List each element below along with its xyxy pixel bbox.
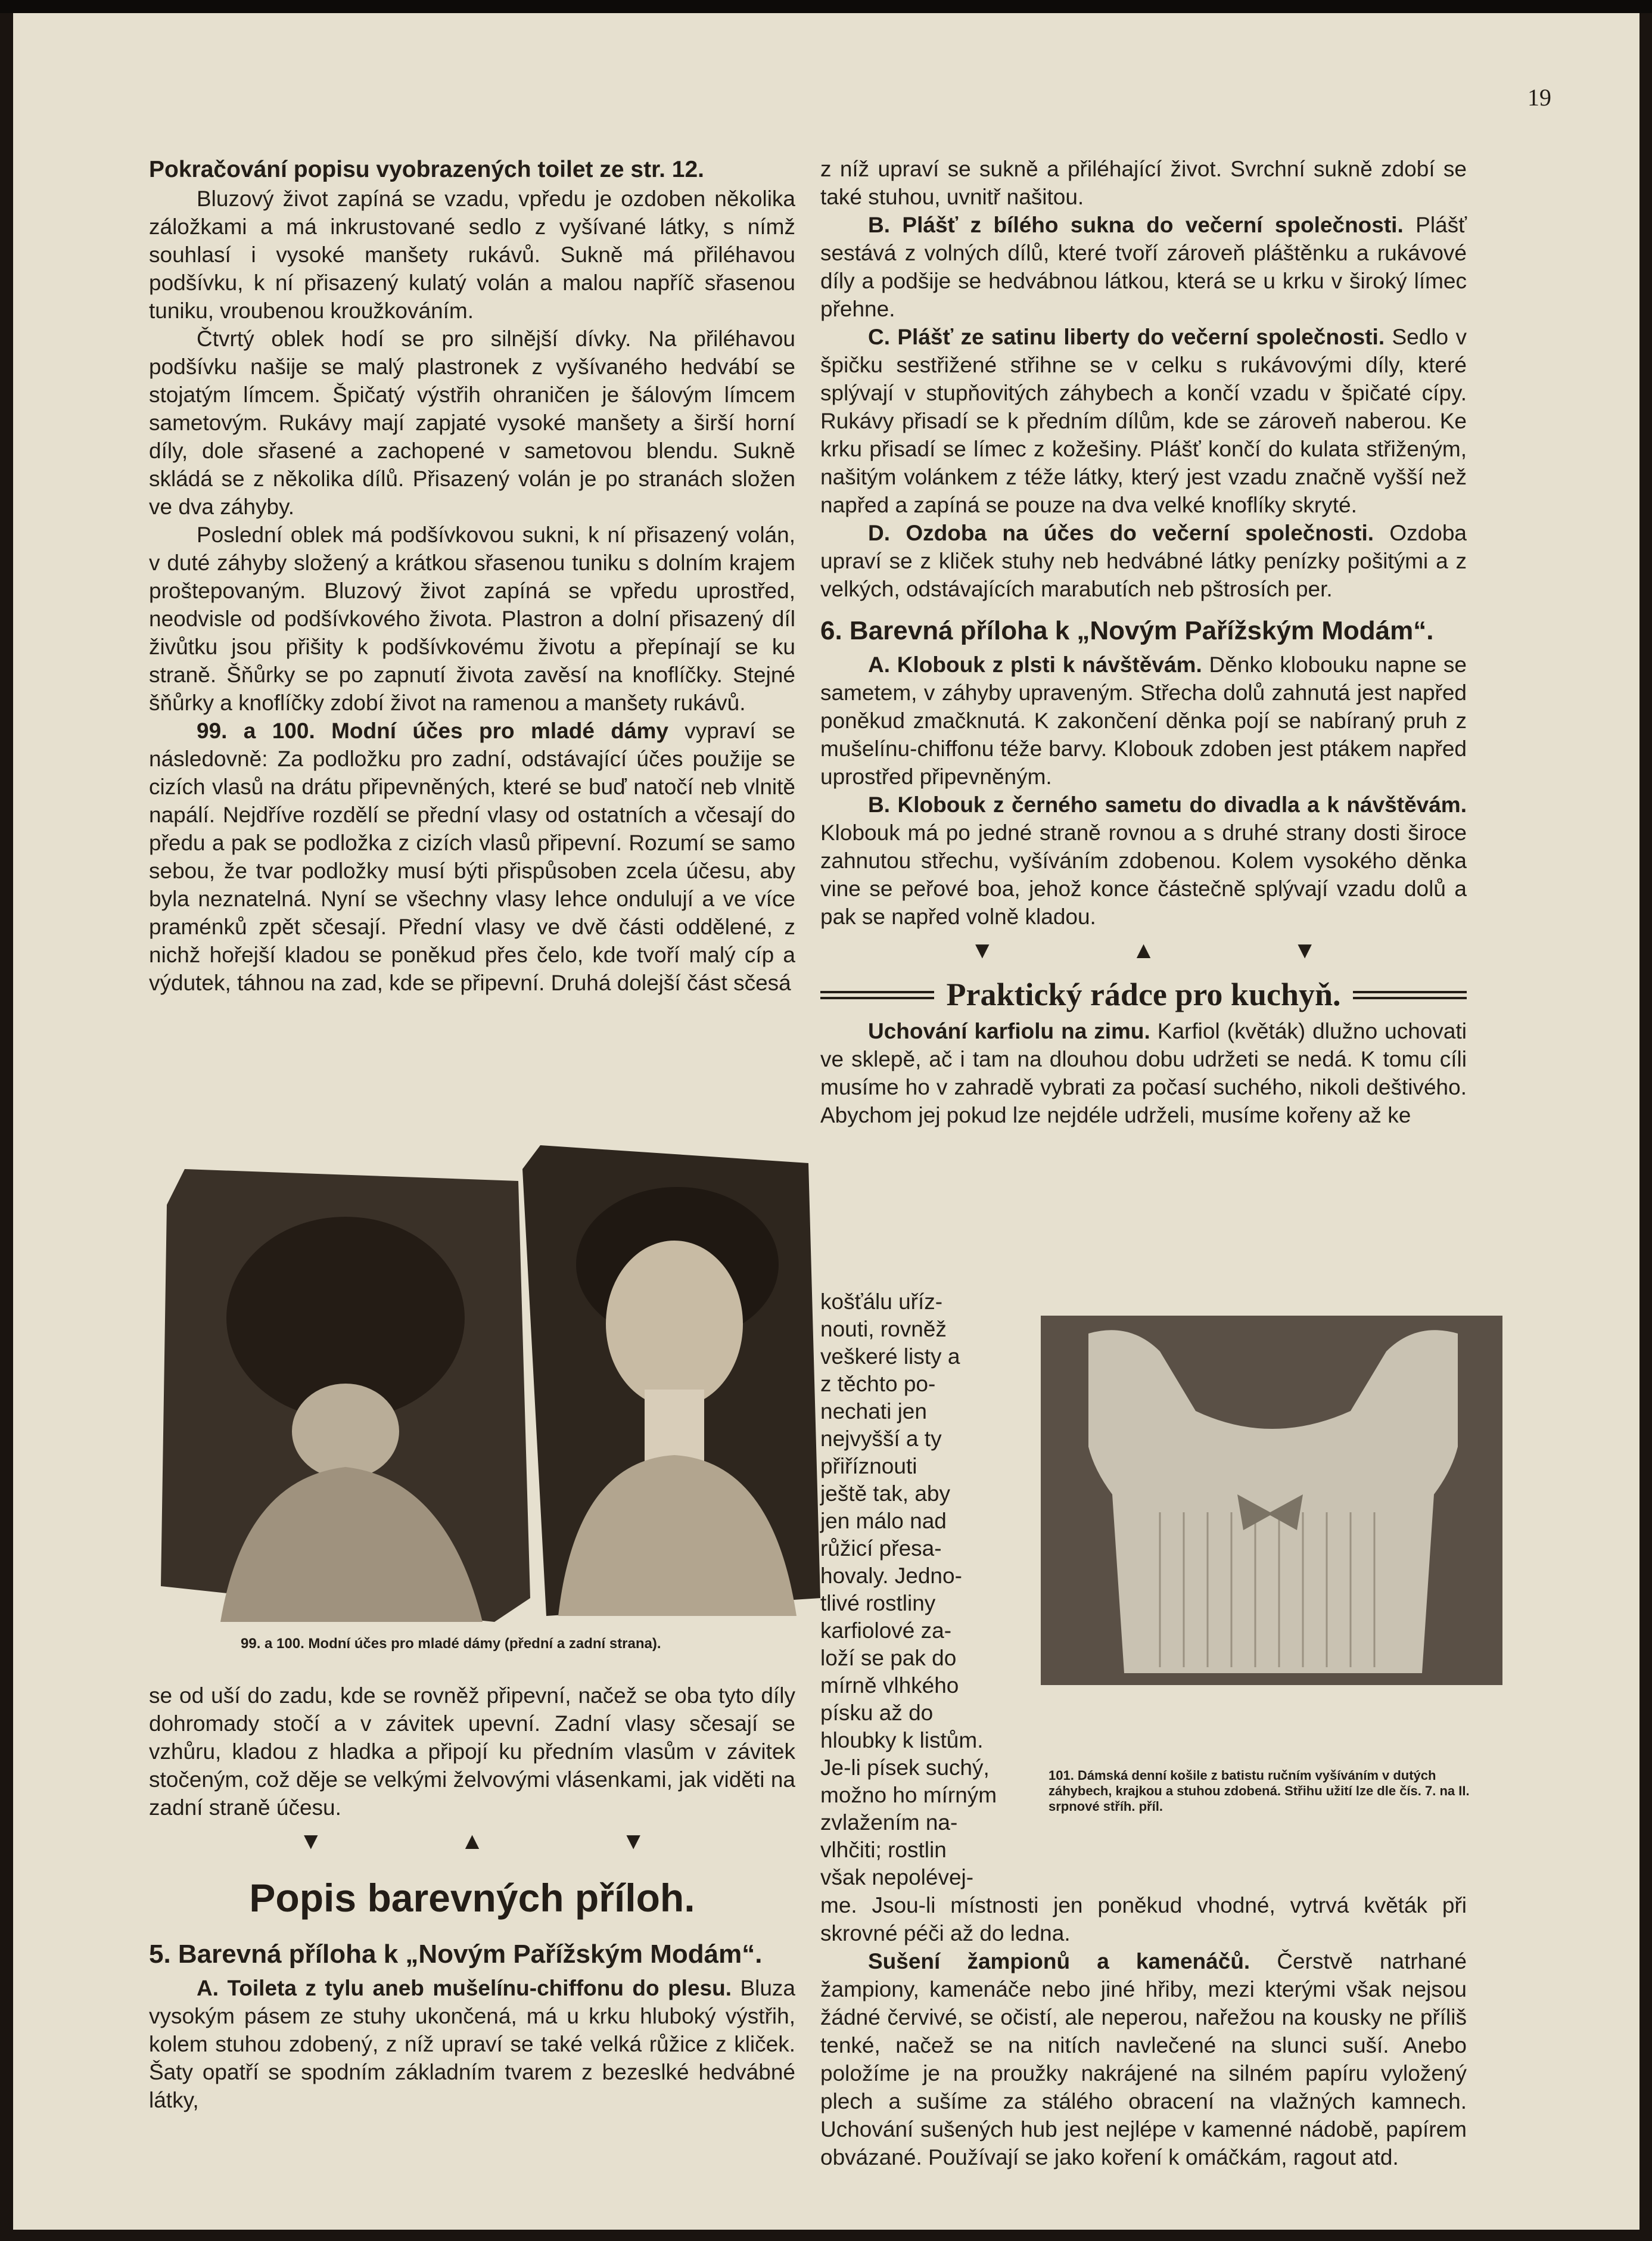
- wrap-line: hloubky k listům.: [820, 1728, 984, 1752]
- wrap-line: hovaly. Jedno-: [820, 1564, 962, 1588]
- item-b-paragraph: [820, 211, 1467, 323]
- item-d-text: Ozdoba upraví se z kliček stuhy neb hedvábné látky penízky pošitými a z velkých, odstávajících marabutích neb pštrosích per.: [820, 521, 1467, 601]
- wrap-line: loží se pak do: [820, 1646, 957, 1670]
- item-6b-title: B. Klobouk z černého sametu do divadla a k návštěvám.: [868, 792, 1467, 817]
- paragraph: Poslední oblek má podšívkovou sukni, k ní přisazený volán, v duté záhyby složený a krátkou sřasenou tuniku s dolním krajem proštepovaným. Bluzový život zapíná se vpředu uprostřed, neodvisle od podšívkového života. Plastron a dolní přisazený díl živůtku jsou přišity k podšívkovému životu a přepínají se ku straně. Šňůrky se po zapnutí života zavěsí na knoflíčky. Stejné šňůrky a knoflíčky zdobí život na ramenou a manšety rukávů.: [149, 523, 795, 715]
- wrap-line: nouti, rovněž: [820, 1317, 947, 1341]
- wrap-line: přiříznouti: [820, 1454, 917, 1478]
- item-99-title: 99. a 100. Modní účes pro mladé dámy: [197, 719, 668, 743]
- wrap-line: možno ho mírným: [820, 1783, 997, 1807]
- chemise-illustration: [1041, 1316, 1502, 1760]
- item-a-title: A. Toileta z tylu aneb mušelínu-chiffonu do plesu.: [197, 1976, 732, 2000]
- wrap-line: jen málo nad: [820, 1509, 947, 1533]
- item-c-paragraph: [820, 323, 1467, 519]
- kitchen-section-title: Praktický rádce pro kuchyň.: [946, 977, 1341, 1012]
- item-d-title: D. Ozdoba na účes do večerní společnosti.: [868, 521, 1374, 545]
- item-b-text: Plášť sestává z volných dílů, které tvoří zároveň pláštěnku a rukávové díly a podšije se hedvábnou látkou, která se u krku v široký límec přehne.: [820, 213, 1467, 321]
- supplement-6-heading: 6. Barevná příloha k „Novým Pařížským Modám“.: [820, 616, 1434, 645]
- wrap-line: nejvyšší a ty: [820, 1426, 942, 1451]
- scan-top-edge: [0, 0, 1652, 13]
- paragraph: Bluzový život zapíná se vzadu, vpředu je ozdoben několika záložkami a má inkrustované sedlo z vyšívané látky, s nímž souhlasí i vysoké manšety rukávů. Sukně má přiléhavou podšívku, k ní přisazený kulatý volán a malou napříč sřasenou tuniku, vroubenou kroužkováním.: [149, 187, 795, 323]
- wrap-line: růžicí přesa-: [820, 1536, 942, 1561]
- wrap-line: tlivé rostliny: [820, 1591, 936, 1615]
- supplement-5-heading: 5. Barevná příloha k „Novým Pařížským Modám“.: [149, 1939, 763, 1969]
- karfiol-text: Karfiol (květák) dlužno uchovati ve sklepě, ač i tam na dlouhou dobu udržeti se nedá. K tomu cíli musíme ho v zahradě vybrati za počasí suchého, nikoli deštivého. Abychom jej pokud lze nejdéle udrželi, musíme kořeny až ke: [820, 1019, 1467, 1127]
- wrap-line: košťálu uříz-: [820, 1289, 943, 1314]
- mushroom-text: Čerstvě natrhané žampiony, kamenáče nebo jiné hřiby, mezi kterými však nejsou žádné červivé, se očistí, ale neperou, nařežou na kousky ne příliš tenké, načež se na nitích navlečené na slunci suší. Anebo položíme je na proužky nakrájené na silném papíru vyložený plech a sušíme za stálého obracení na vlažných kamnech. Uchování sušených hub jest nejlépe v kamenné nádobě, papírem obvázané. Používají se jako koření k omáčkám, ragout atd.: [820, 1949, 1467, 2169]
- item-a-paragraph: [149, 1974, 795, 2114]
- figure-101-caption: 101. Dámská denní košile z batistu ručním vyšíváním v dutých záhybech, krajkou a stuhou zdobená. Střihu užití lze dle čís. 7. na II. srpnové stříh. příl.: [1049, 1768, 1470, 1814]
- wrap-line: karfiolové za-: [820, 1618, 952, 1643]
- left-column-bottom: [149, 1681, 795, 2114]
- magazine-page: [13, 13, 1639, 2230]
- item-99-paragraph: [149, 717, 795, 997]
- continuation-heading: Pokračování popisu vyobrazených toilet ze str. 12.: [149, 157, 704, 182]
- kitchen-section-header: [820, 977, 1467, 1012]
- item-d-paragraph: [820, 519, 1467, 603]
- item-b-title: B. Plášť z bílého sukna do večerní společnosti.: [868, 213, 1404, 237]
- item-c-title: C. Plášť ze satinu liberty do večerní společnosti.: [868, 325, 1385, 349]
- wrap-line: mírně vlhkého: [820, 1673, 959, 1698]
- item-99-text: vypraví se následovně: Za podložku pro zadní, odstávající účes použije se cizích vlasů na drátu připevněných, které se buď natočí neb vlnitě napálí. Nejdříve rozdělí se přední vlasy od ostatních a včesají do předu a pak se podložka z cizích vlasů připevní. Rozumí se samo sebou, že tvar podložky musí býti přispůsoben zcela účesu, aby byla neznatelná. Nyní se všechny vlasy lehce ondulují a ve více praménků zpět sčesají. Přední vlasy ve dvě části oddělené, z nichž hořejší kladou se poněkud přes čelo, kde tvoří malý cíp a výdutek, táhnou na zad, kde se připevní. Druhá dolejší část sčesá: [149, 719, 795, 995]
- mushroom-title: Sušení žampionů a kamenáčů.: [868, 1949, 1250, 1973]
- karfiol-title: Uchování karfiolu na zimu.: [868, 1019, 1150, 1043]
- wrap-line: z těchto po-: [820, 1372, 936, 1396]
- item-c-text: Sedlo v špičku sestřižené střihne se v celku s rukávovými díly, které splývají v stupňovitých záhybech a končí vzadu v špičaté cípy. Rukávy přisadí se k předním dílům, kde se zároveň naberou. Ke krku přisadí se límec z kožešiny. Plášť končí do kulata střiženým, našitým volánkem z téže látky, který jest vzadu značně vyšší než napřed a zapíná se pouze na dva velké knoflíky skryté.: [820, 325, 1467, 517]
- item-6a-paragraph: [820, 651, 1467, 791]
- double-rule: [820, 991, 934, 999]
- section-title: Popis barevných příloh.: [249, 1876, 695, 1920]
- wrap-line: vlhčiti; rostlin: [820, 1838, 947, 1862]
- wrap-line: však nepolévej-: [820, 1865, 974, 1889]
- paragraph: z níž upraví se sukně a přiléhající život. Svrchní sukně zdobí se také stuhou, uvnitř našitou.: [820, 157, 1467, 209]
- continuation-paragraph: se od uší do zadu, kde se rovněž připevní, načež se oba tyto díly dohromady stočí a v závitek upevní. Zadní vlasy sčesají se vzhůru, kladou z hladka a připojí ku předním vlasům v závitek stočeným, což děje se velkými želvovými vlásenkami, jak viděti na zadní straně účesu.: [149, 1683, 795, 1820]
- wrap-line: Je-li písek suchý,: [820, 1755, 990, 1780]
- right-column: [820, 155, 1467, 1129]
- wrap-line: veškeré listy a: [820, 1344, 960, 1369]
- wrap-line: zvlažením na-: [820, 1810, 958, 1835]
- left-column-top: [149, 155, 795, 997]
- hairstyle-back-photo: [161, 1169, 530, 1622]
- karfiol-wrapped-text: [820, 1288, 1041, 1891]
- wrap-line: nechati jen: [820, 1399, 927, 1423]
- paragraph: Čtvrtý oblek hodí se pro silnější dívky. Na přiléhavou podšívku našije se malý plastronek z vyšívaného hedvábí se stojatým límcem. Špičatý výstřih ohraničen je šálovým límcem sametovým. Rukávy mají zapjaté vysoké manšety a širší horní díly, dole sřasené a zachopené v sametovou blendu. Sukně skládá se z několika dílů. Přisazený volán je po stranách složen ve dva záhyby.: [149, 327, 795, 519]
- item-6a-text: Děnko klobouku napne se sametem, v záhyby upraveným. Střecha dolů zahnutá jest napřed poněkud zmačknutá. K zakončení děnka pojí se nabíraný pruh z mušelínu-chiffonu téže barvy. Klobouk zdoben jest ptákem napřed uprostřed připevněným.: [820, 652, 1467, 789]
- karfiol-continuation: me. Jsou-li místnosti jen poněkud vhodné, vytrvá květák při skrovné péči až do ledna.: [820, 1893, 1467, 1945]
- figure-99-caption: 99. a 100. Modní účes pro mladé dámy (přední a zadní strana).: [241, 1636, 661, 1652]
- item-a-text: Bluza vysokým pásem ze stuhy ukončená, má u krku hluboký výstřih, kolem stuhou zdobený, z níž upraví se také velká růžice z kliček. Šaty opatří se spodním základním tvarem z bezeslké hedvábné látky,: [149, 1976, 795, 2112]
- item-6b-text: Klobouk má po jedné straně rovnou a s druhé strany dosti široce zahnutou střechu, vyšíváním zdobenou. Kolem vysokého děnka vine se peřové boa, jehož konce částečně splývají vzadu dolů a pak se napřed volně kladou.: [820, 820, 1467, 929]
- section-divider-arrows: ▼ ▲ ▼: [970, 937, 1382, 963]
- wrap-line: písku až do: [820, 1701, 934, 1725]
- mushroom-paragraph: [820, 1947, 1467, 2171]
- wrap-line: ještě tak, aby: [820, 1481, 951, 1506]
- section-divider-arrows: ▼ ▲ ▼: [299, 1828, 711, 1854]
- item-6b-paragraph: [820, 791, 1467, 931]
- hairstyle-front-photo: [522, 1145, 820, 1616]
- page-number: 19: [1527, 84, 1551, 111]
- item-6a-title: A. Klobouk z plsti k návštěvám.: [868, 652, 1202, 677]
- double-rule: [1353, 991, 1467, 999]
- right-column-bottom: [820, 1891, 1467, 2171]
- karfiol-paragraph: [820, 1017, 1467, 1129]
